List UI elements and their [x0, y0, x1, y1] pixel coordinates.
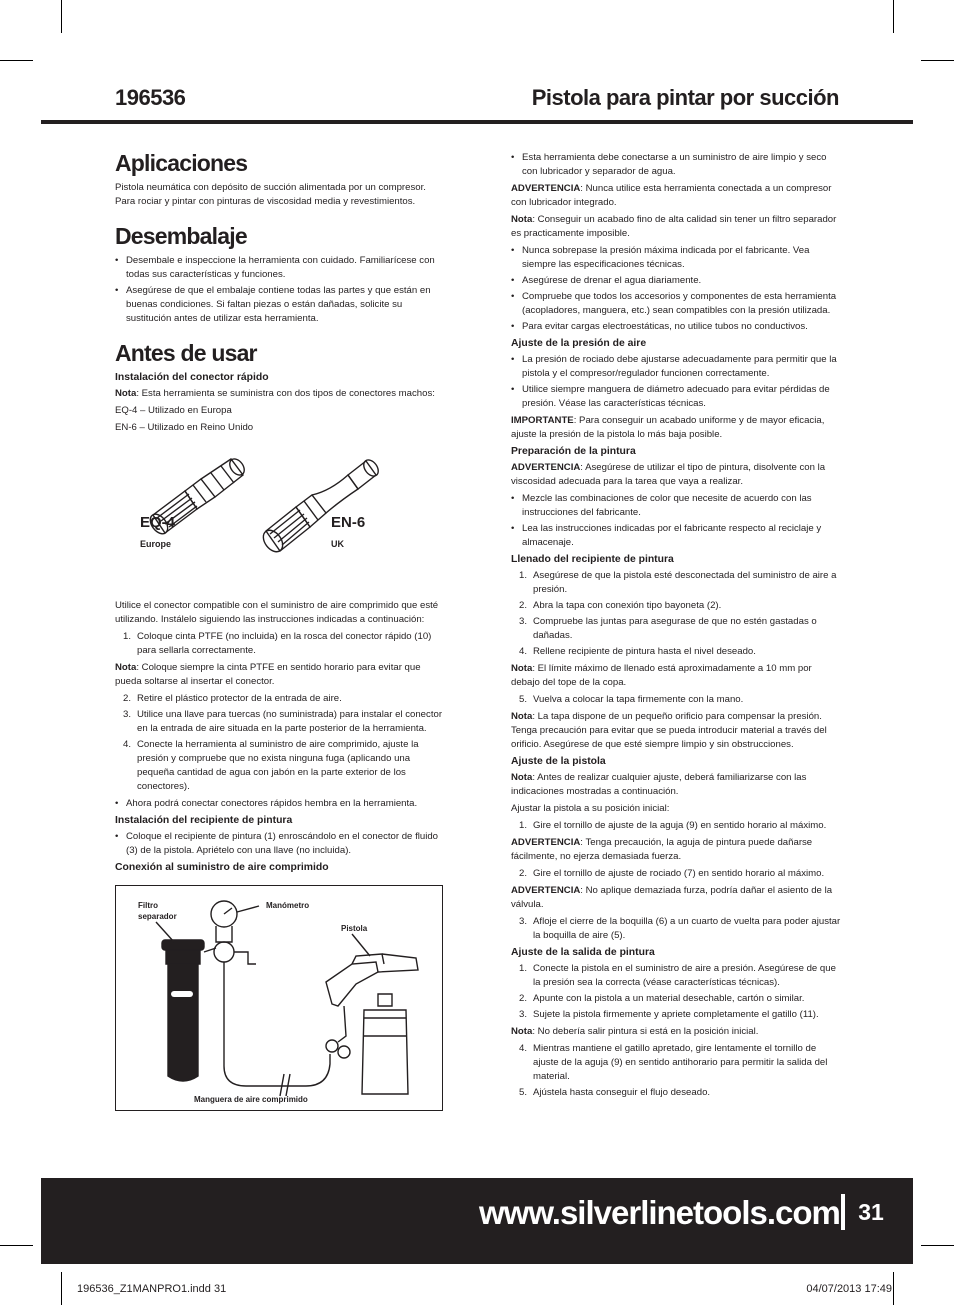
list-item: 1. Gire el tornillo de ajuste de la aguja (9) en sentido horario al máximo.	[519, 820, 827, 831]
air-supply-diagram	[115, 885, 443, 1111]
warning-paragraph: ADVERTENCIA: Asegúrese de utilizar el tipo de pintura, disolvente con la viscosidad adecuada para la tarea que vaya a realizar.	[511, 462, 826, 487]
section-title-aplicaciones: Aplicaciones	[115, 150, 248, 176]
crop-mark	[61, 1272, 62, 1305]
crop-mark	[921, 60, 954, 61]
list-item: 4. Conecte la herramienta al suministro de aire comprimido, ajuste la presión y compruebe que no exista ninguna fuga (aplicando una pequeña cantidad de agua con jabón en la parte exterior de los conectores).	[123, 739, 419, 792]
list-item: • La presión de rociado debe ajustarse adecuadamente para permitir que la pistola y el compresor/regulador funcionen correctamente.	[511, 353, 841, 381]
list-item: 1. Asegúrese de que la pistola esté desconectada del suministro de aire a presión.	[519, 570, 837, 595]
list-item: • Compruebe que todos los accesorios y componentes de esta herramienta (acopladores, manguera, etc.) sean compatibles con la presión utilizada.	[511, 290, 841, 318]
subheading-conector: Instalación del conector rápido	[115, 372, 269, 383]
llenado-steps	[511, 693, 841, 707]
diagram-label-pistola: Pistola	[341, 924, 368, 933]
list-item: • Nunca sobrepase la presión máxima indicada por el fabricante. Vea siempre las especificaciones técnicas.	[511, 244, 841, 272]
ajuste-steps	[511, 915, 841, 943]
list-item: 2. Apunte con la pistola a un material desechable, cartón o similar.	[519, 993, 805, 1004]
crop-mark	[0, 60, 33, 61]
list-item: 4. Mientras mantiene el gatillo apretado, gire lentamente el tornillo de ajuste de la aguja (9) en sentido antihorario para permitir la salida del material.	[519, 1043, 828, 1082]
nota-paragraph	[115, 661, 443, 689]
ajuste-steps	[511, 867, 841, 881]
eq4-line: EQ-4 – Utilizado en Europa	[115, 405, 232, 416]
bullet-list	[115, 830, 443, 858]
subheading-salida: Ajuste de la salida de pintura	[511, 947, 655, 958]
list-item: 2. Abra la tapa con conexión tipo bayoneta (2).	[519, 600, 722, 611]
nota-paragraph: Nota: La tapa dispone de un pequeño orificio para compensar la presión. Tenga precaución para evitar que se pueda introducir material a través del orificio. Asegúrese de que esté siempre limpio y sin obstrucciones.	[511, 711, 827, 750]
section-title-desembalaje: Desembalaje	[115, 223, 247, 249]
en6-line: EN-6 – Utilizado en Reino Unido	[115, 422, 254, 433]
warning-paragraph: ADVERTENCIA: Tenga precaución, la aguja de pintura puede dañarse fácilmente, no ejerza demasiada fuerza.	[511, 837, 813, 862]
subheading-presion: Ajuste de la presión de aire	[511, 338, 647, 349]
right-column	[511, 151, 841, 1103]
warning-paragraph: ADVERTENCIA: Nunca utilice esta herramienta conectada a un compresor con lubricador integrado.	[511, 183, 832, 208]
list-item: • Asegúrese de que el embalaje contiene todas las partes y que están en buenas condiciones. Si faltan piezas o están dañadas, solicite su sustitución antes de utilizar esta herramienta.	[115, 284, 443, 326]
eq4-sublabel: Europe	[140, 539, 172, 549]
en6-connector-icon	[260, 449, 390, 559]
salida-steps	[511, 1042, 841, 1100]
page-number: 31	[841, 1194, 897, 1230]
list-item: • Desembale e inspeccione la herramienta con cuidado. Familiarícese con todas sus características y funciones.	[115, 254, 443, 282]
bullet-list	[511, 151, 841, 179]
page-title: Pistola para pintar por succión	[531, 85, 839, 110]
desembalaje-list	[115, 254, 443, 326]
website-url[interactable]: www.silverlinetools.com	[479, 1194, 840, 1231]
nota-paragraph: Nota: El límite máximo de llenado está aproximadamente a 10 mm por debajo del tope de la copa.	[511, 663, 812, 688]
bullet-list	[511, 492, 841, 550]
diagram-label-filtro: Filtro separador	[138, 901, 177, 921]
list-item: 4. Rellene recipiente de pintura hasta el nivel deseado.	[519, 646, 756, 657]
connector-intro: Utilice el conector compatible con el suministro de aire comprimido que esté utilizando. Instálelo siguiendo las instrucciones indicadas a continuación:	[115, 600, 439, 625]
list-item: 1. Conecte la pistola en el suministro de aire a presión. Asegúrese de que la presión sea la correcta (véase características técnicas).	[519, 963, 836, 988]
header-rule	[41, 120, 913, 124]
connectors-illustration	[115, 439, 443, 599]
list-item: 5. Vuelva a colocar la tapa firmemente con la mano.	[519, 694, 744, 705]
connector-steps	[115, 692, 443, 794]
list-item: • Utilice siempre manguera de diámetro adecuado para evitar pérdidas de presión. Véase las características técnicas.	[511, 383, 841, 411]
warning-paragraph: ADVERTENCIA: No aplique demaziada furza, podría dañar el asiento de la válvula.	[511, 885, 833, 910]
subheading-llenado: Llenado del recipiente de pintura	[511, 554, 674, 565]
important-paragraph: IMPORTANTE: Para conseguir un acabado uniforme y de mayor eficacia, ajuste la presión de la pistola lo más baja posible.	[511, 415, 825, 440]
list-item: • Lea las instrucciones indicadas por el fabricante respecto al reciclaje y almacenaje.	[511, 522, 841, 550]
nota-paragraph: Nota: Conseguir un acabado fino de alta calidad sin tener un filtro separador es practicamente imposible.	[511, 214, 837, 239]
crop-mark	[0, 1245, 33, 1246]
aplicaciones-text: Pistola neumática con depósito de succión alimentada por un compresor. Para rociar y pintar con pinturas de viscosidad media y revestimientos.	[115, 182, 426, 207]
list-item: 3. Compruebe las juntas para asegurase de que no estén gastadas o dañadas.	[519, 616, 817, 641]
file-slug: 196536_Z1MANPRO1.indd 31	[77, 1283, 227, 1295]
left-column	[115, 150, 443, 1111]
bullet-list	[511, 353, 841, 411]
list-item: • Mezcle las combinaciones de color que necesite de acuerdo con las instrucciones del fabricante.	[511, 492, 841, 520]
llenado-steps	[511, 569, 841, 659]
list-item: 2. Gire el tornillo de ajuste de rociado (7) en sentido horario al máximo.	[519, 868, 825, 879]
date-slug: 04/07/2013 17:49	[806, 1283, 892, 1295]
list-item: • Ahora podrá conectar conectores rápidos hembra en la herramienta.	[115, 797, 443, 811]
bullet-list	[511, 244, 841, 334]
nota-paragraph: Nota: Antes de realizar cualquier ajuste, deberá familiarizarse con las indicaciones mostradas a continuación.	[511, 772, 807, 797]
list-item: 3. Sujete la pistola firmemente y apriete completamente el gatillo (11).	[519, 1009, 819, 1020]
crop-mark	[893, 0, 894, 33]
list-item: 5. Ajústela hasta conseguir el flujo deseado.	[519, 1087, 711, 1098]
list-item: 1. Coloque cinta PTFE (no incluida) en la rosca del conector rápido (10) para sellarla correctamente.	[123, 631, 432, 656]
subheading-preparacion: Preparación de la pintura	[511, 446, 636, 457]
eq4-label: EQ-4	[140, 514, 176, 531]
nota-text: : Coloque siempre la cinta PTFE en sentido horario para evitar que pueda soltarse al insertar el conector.	[115, 662, 421, 687]
diagram-label-manguera: Manguera de aire comprimido	[194, 1095, 308, 1104]
list-item: 3. Afloje el cierre de la boquilla (6) a un cuarto de vuelta para poder ajustar la boquilla de aire (5).	[519, 916, 841, 941]
list-item: 2. Retire el plástico protector de la entrada de aire.	[123, 693, 342, 704]
list-item: • Coloque el recipiente de pintura (1) enroscándolo en el conector de fluido (3) de la pistola. Apriételo con una llave (no incluida).	[115, 830, 443, 858]
air-system-icon	[116, 886, 442, 1110]
product-code: 196536	[115, 85, 186, 110]
nota-paragraph	[115, 387, 443, 401]
nota-text: : Esta herramienta se suministra con dos tipos de conectores machos:	[136, 388, 435, 399]
nota-paragraph: Nota: No debería salir pintura si está en la posición inicial.	[511, 1026, 759, 1037]
list-item: • Asegúrese de drenar el agua diariamente.	[511, 274, 841, 288]
nota-label: Nota	[115, 388, 137, 399]
ajustar-inicial: Ajustar la pistola a su posición inicial:	[511, 803, 670, 814]
list-item: • Para evitar cargas electroestáticas, no utilice tubos no conductivos.	[511, 320, 841, 334]
crop-mark	[61, 0, 62, 33]
subheading-recipiente: Instalación del recipiente de pintura	[115, 815, 293, 826]
crop-mark	[921, 1245, 954, 1246]
section-title-antes: Antes de usar	[115, 340, 257, 366]
crop-mark	[893, 1272, 894, 1305]
en6-label: EN-6	[331, 514, 366, 531]
en6-sublabel: UK	[331, 539, 344, 549]
subheading-ajuste: Ajuste de la pistola	[511, 756, 606, 767]
salida-steps	[511, 962, 841, 1022]
ajuste-steps	[511, 819, 841, 833]
list-item: • Esta herramienta debe conectarse a un suministro de aire limpio y seco con lubricador y separador de agua.	[511, 151, 841, 179]
subheading-conexion: Conexión al suministro de aire comprimido	[115, 862, 329, 873]
connector-steps	[115, 630, 443, 658]
diagram-label-manometro: Manómetro	[266, 901, 310, 910]
list-item: 3. Utilice una llave para tuercas (no suministrada) para instalar el conector en la entrada de aire situada en la parte posterior de la herramienta.	[123, 709, 443, 734]
nota-label: Nota	[115, 662, 137, 673]
bullet-list	[115, 797, 443, 811]
